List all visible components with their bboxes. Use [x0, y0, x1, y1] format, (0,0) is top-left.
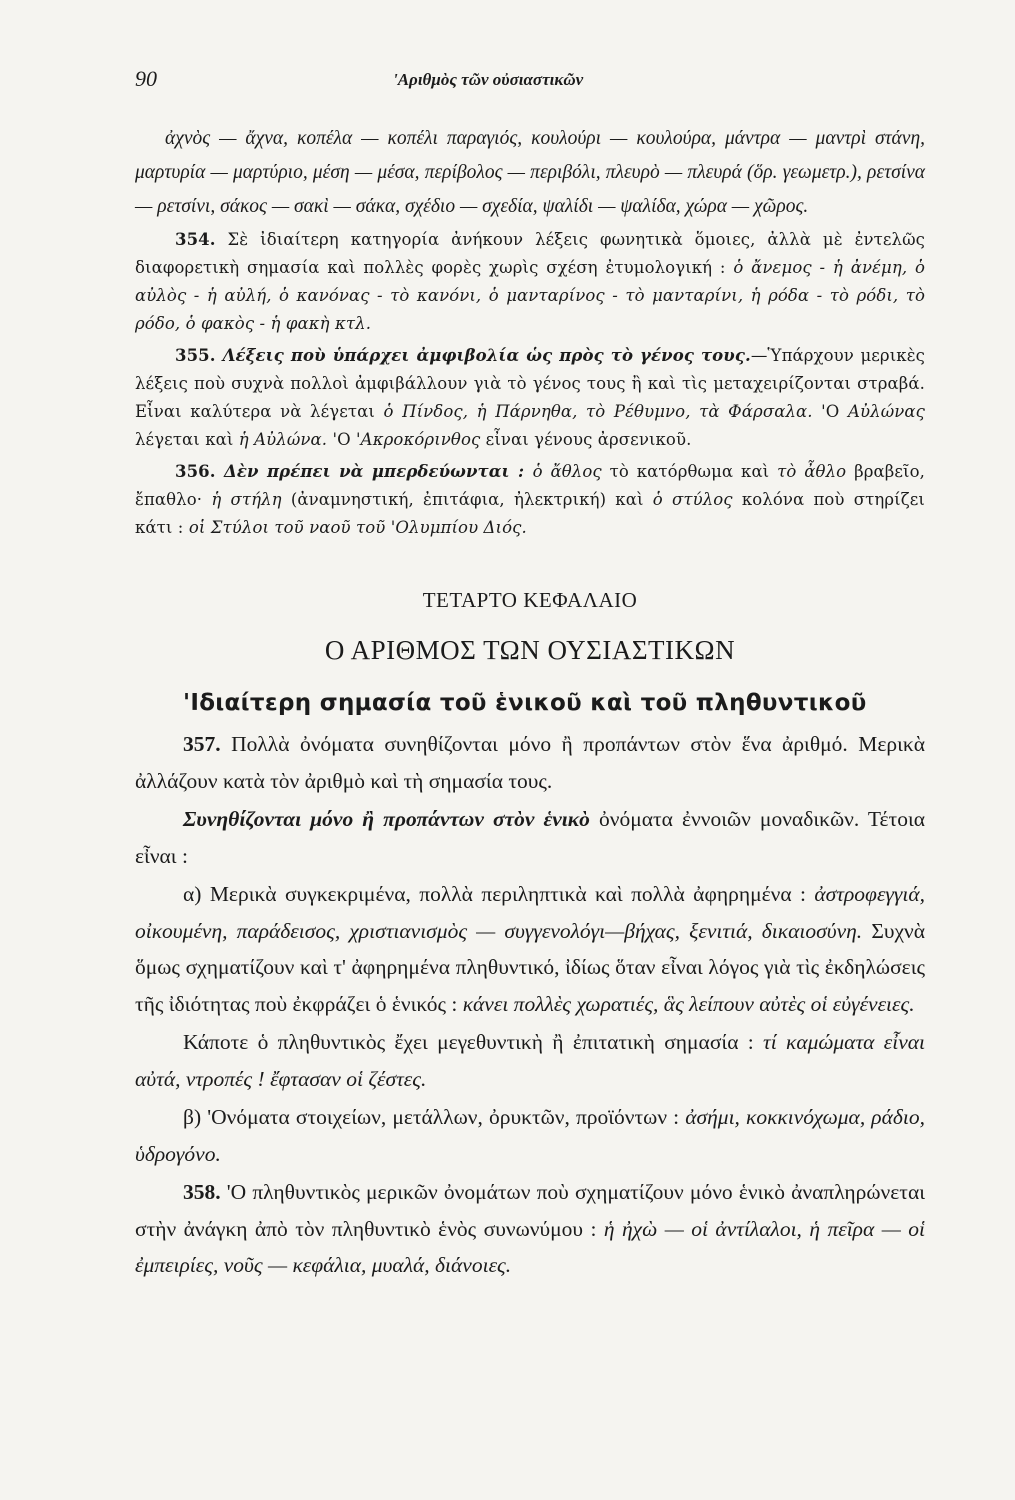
run-in-heading: Λέξεις ποὺ ὑπάρχει ἀμφιβολία ὡς πρὸς τὸ γένος τους. — [215, 346, 751, 365]
paragraph-text: (ἀναμνηστική, ἐπιτάφια, ἠλεκτρική) καὶ — [281, 490, 653, 509]
paragraph-number: 354. — [175, 230, 216, 249]
paragraph-text: β) 'Ονόματα στοιχείων, μετάλλων, ὀρυκτῶν, προϊόντων : — [183, 1105, 686, 1129]
example-text: 'Ακροκόρινθος — [356, 430, 481, 449]
paragraph-357 — [135, 726, 925, 799]
paragraph-item-a — [135, 876, 925, 1022]
paragraph-item-b — [135, 1099, 925, 1172]
example-text: ὁ στύλος — [652, 490, 733, 509]
paragraph-354 — [135, 226, 925, 338]
paragraph-text: 'Ο πληθυντικὸς μερικῶν ὀνομάτων ποὺ σχηματίζουν μόνο ἑνικὸ ἀναπληρώνεται στὴν ἀνάγκη ἀπὸ τὸν πληθυντικὸ ἑνὸς συνωνύμου : — [135, 1180, 925, 1241]
example-text: τὸ ἆθλο — [777, 462, 847, 481]
chapter-label: ΤΕΤΑΡΤΟ ΚΕΦΑΛΑΙΟ — [422, 588, 638, 612]
paragraph-text: α) Μερικὰ συγκεκριμένα, πολλὰ περιληπτικὰ καὶ πολλὰ ἀφηρημένα : — [183, 882, 815, 906]
paragraph-text: Συχνὰ ὅμως σχηματίζουν καὶ τ' ἀφηρημένα πληθυντικό, ἰδίως ὅταν εἶναι λόγος γιὰ τὶς ἐκδηλώσεις τῆς ἰδιότητας ποὺ ἐκφράζει ὁ ἑνικός : — [135, 918, 925, 1016]
example-text: κάνει πολλὲς χωρατιές, ἃς λείπουν αὐτὲς οἱ εὐγένειες. — [462, 991, 915, 1016]
paragraph-text: ὀνόματα ἐννοιῶν μοναδικῶν. Τέτοια εἶναι : — [135, 807, 925, 868]
example-text: ἡ ἠχὼ — οἱ ἀντίλαλοι, ἡ πεῖρα — οἱ ἐμπειρίες, νοῦς — κεφάλια, μυαλά, διάνοιες. — [135, 1216, 925, 1277]
paragraph-text: τὸ κατόρθωμα καὶ — [601, 462, 778, 481]
paragraph-text: Σὲ ἰδιαίτερη κατηγορία ἀνήκουν λέξεις φωνητικὰ ὅμοιες, ἀλλὰ μὲ ἐντελῶς διαφορετικὴ σημασία καὶ πολλὲς φορὲς χωρὶς σχέση ἐτυμολογική : — [135, 230, 925, 277]
page-content — [135, 122, 925, 1284]
paragraph-singular-use — [135, 801, 925, 874]
paragraph-text: Πολλὰ ὀνόματα συνηθίζονται μόνο ἢ προπάντων στὸν ἕνα ἀριθμό. Μερικὰ ἀλλάζουν κατὰ τὸν ἀριθμὸ καὶ τὴ σημασία τους. — [135, 732, 925, 793]
paragraph-text: βραβεῖο, ἔπαθλο· — [135, 462, 925, 509]
run-in-heading: Συνηθίζονται μόνο ἢ προπάντων στὸν ἑνικὸ — [183, 807, 590, 831]
paragraph-356 — [135, 458, 925, 542]
paragraph-358 — [135, 1174, 925, 1284]
paragraph-text: 'Ο — [812, 402, 849, 421]
paragraph-text: εἶναι γένους ἀρσενικοῦ. — [480, 430, 692, 449]
paragraph-text: —Ὑπάρχουν μερικὲς λέξεις ποὺ συχνὰ πολλοὶ ἀμφιβάλλουν γιὰ τὸ γένος τους ἢ καὶ τὶς μεταχειρίζονται στραβά. Εἶναι καλύτερα νὰ λέγεται — [135, 346, 925, 421]
section-heading: 'Ιδιαίτερη σημασία τοῦ ἑνικοῦ καὶ τοῦ πληθυντικοῦ — [183, 690, 867, 716]
example-text: ἀσήμι, κοκκινόχωμα, ράδιο, ὑδρογόνο. — [135, 1105, 925, 1166]
paragraph-text: Κάποτε ὁ πληθυντικὸς ἔχει μεγεθυντικὴ ἢ ἐπιτατικὴ σημασία : — [183, 1030, 764, 1054]
paragraph-text: λέγεται καὶ — [135, 430, 239, 449]
example-text: Αὐλώνας — [848, 402, 926, 421]
paragraph-continuation: ἀχνὸς — ἄχνα, κοπέλα — κοπέλι παραγιός, κουλούρι — κουλούρα, μάντρα — μαντρὶ στάνη, μαρτυρία — μαρτύριο, μέση — μέσα, περίβολος — περιβόλι, πλευρὸ — πλευρά (ὅρ. γεωμετρ.), ρετσίνα — ρετσίνι, σάκος — σακὶ — σάκα, σχέδιο — σχεδία, ψαλίδι — ψαλίδα, χώρα — χῶρος. — [135, 128, 925, 217]
example-text: τί καμώματα εἶναι αὐτά, ντροπές ! ἔφτασαν οἱ ζέστες. — [135, 1030, 925, 1091]
running-title: 'Αριθμὸς τῶν οὐσιαστικῶν — [393, 70, 584, 89]
example-text: οἱ Στύλοι τοῦ ναοῦ τοῦ 'Ολυμπίου Διός. — [188, 518, 527, 537]
paragraph-number: 356. — [175, 462, 216, 481]
paragraph-355 — [135, 342, 925, 454]
example-text: ἀστροφεγγιά, οἰκουμένη, παράδεισος, χριστιανισμὸς — συγγενολόγι—βήχας, ξενιτιά, δικαιοσύνη. — [135, 882, 925, 943]
chapter-title: Ο ΑΡΙΘΜΟΣ ΤΩΝ ΟΥΣΙΑΣΤΙΚΩΝ — [324, 635, 736, 665]
run-in-heading: Δὲν πρέπει νὰ μπερδεύωνται : — [215, 462, 533, 481]
paragraph-number: 355. — [175, 346, 216, 365]
paragraph-number: 358. — [183, 1180, 221, 1204]
example-text: ὁ Πίνδος, ἡ Πάρνηθα, τὸ Ρέθυμνο, τὰ Φάρσαλα. — [383, 402, 813, 421]
paragraph-number: 357. — [183, 732, 221, 756]
paragraph-text: κολόνα ποὺ στηρίζει κάτι : — [135, 490, 925, 537]
example-text: ἡ Αὐλώνα. — [238, 430, 328, 449]
page-header — [135, 66, 915, 96]
paragraph-text: 'Ο — [327, 430, 357, 449]
page-number: 90 — [135, 66, 157, 91]
example-text: ὁ ἄνεμος - ἡ ἀνέμη, ὁ αὐλὸς - ἡ αὐλή, ὁ κανόνας - τὸ κανόνι, ὁ μανταρίνος - τὸ μανταρίνι, ἡ ρόδα - τὸ ρόδι, τὸ ρόδο, ὁ φακὸς - ἡ φακὴ κτλ. — [135, 258, 925, 333]
example-text: ὁ ἄθλος — [532, 462, 602, 481]
paragraph-plural-emphasis — [135, 1024, 925, 1097]
example-text: ἡ στήλη — [211, 490, 282, 509]
